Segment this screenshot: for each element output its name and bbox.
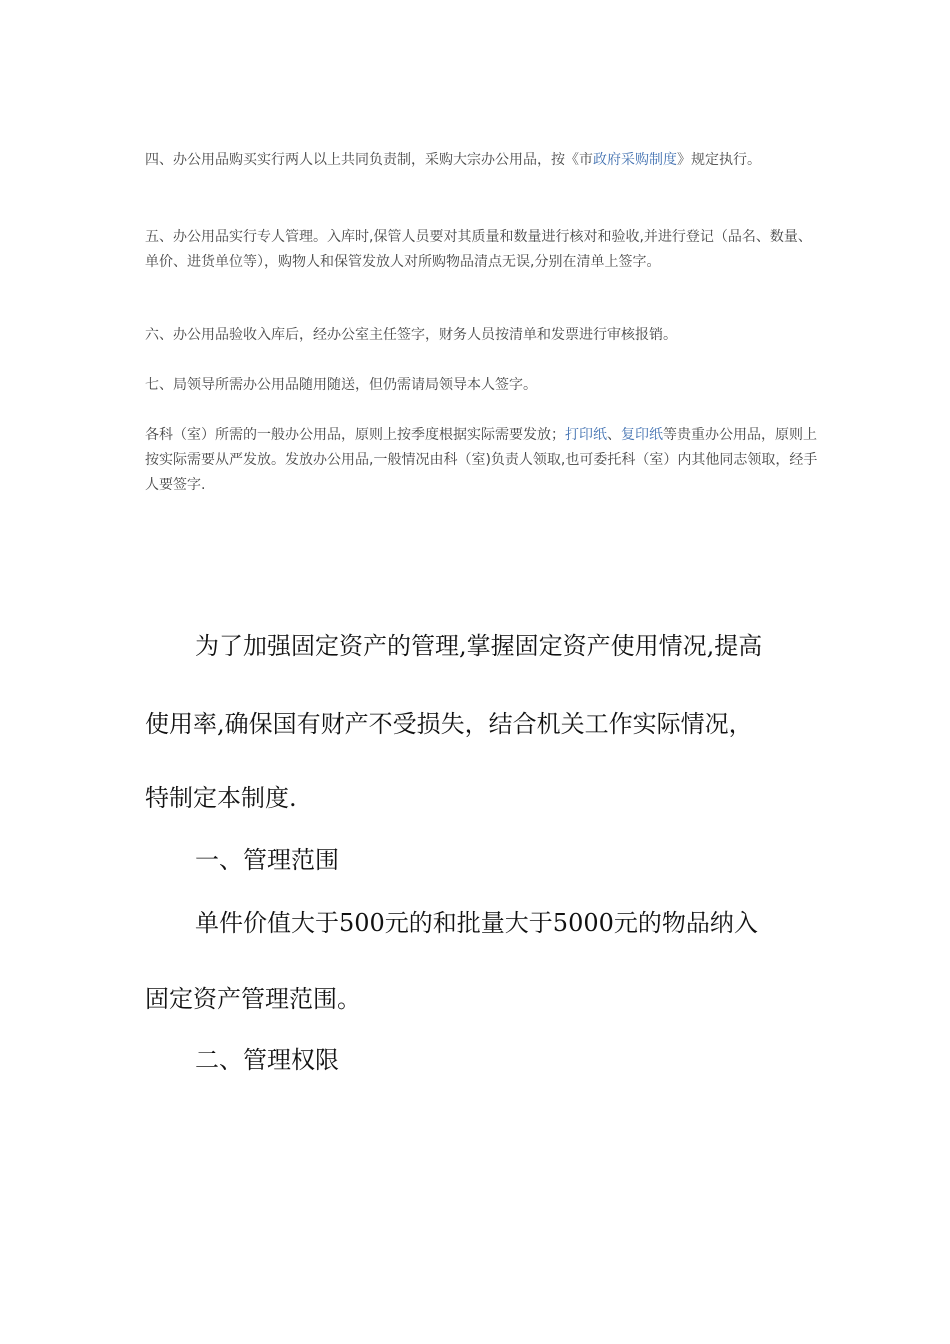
paragraph-5: 五、办公用品实行专人管理。入库时,保管人员要对其质量和数量进行核对和验收,并进行登记（品名、数量、单价、进货单位等），购物人和保管发放人对所购物品清点无误,分别在清单上签字。 [145, 229, 812, 270]
government-procurement-link[interactable]: 政府采购制度 [593, 152, 677, 168]
scope-line-1: 单件价值大于500元的和批量大于5000元的物品纳入 [195, 909, 758, 937]
paragraph-4-text-before: 四、办公用品购买实行两人以上共同负责制，采购大宗办公用品，按《市 [145, 152, 593, 168]
paragraph-8-text-before: 各科（室）所需的一般办公用品，原则上按季度根据实际需要发放； [145, 427, 565, 443]
scope-line-2: 固定资产管理范围。 [145, 985, 361, 1013]
heading-management-scope: 一、管理范围 [195, 846, 339, 874]
intro-line-1: 为了加强固定资产的管理,掌握固定资产使用情况,提高 [195, 632, 763, 660]
copy-paper-link[interactable]: 复印纸 [621, 427, 663, 443]
paragraph-8-separator: 、 [607, 427, 621, 443]
printing-paper-link[interactable]: 打印纸 [565, 427, 607, 443]
intro-line-2: 使用率,确保国有财产不受损失，结合机关工作实际情况， [145, 710, 753, 738]
intro-line-3: 特制定本制度. [145, 784, 297, 812]
paragraph-8 [145, 423, 821, 498]
paragraph-7: 七、局领导所需办公用品随用随送，但仍需请局领导本人签字。 [145, 377, 537, 393]
paragraph-6: 六、办公用品验收入库后，经办公室主任签字，财务人员按清单和发票进行审核报销。 [145, 327, 677, 343]
paragraph-4-text-after: 》规定执行。 [677, 152, 761, 168]
heading-management-authority: 二、管理权限 [195, 1046, 339, 1074]
paragraph-8-text-after: 等贵重办公用品，原则上按实际需要从严发放。发放办公用品,一般情况由科（室)负责人领取,也可委托科（室）内其他同志领取，经手人要签字. [145, 427, 818, 493]
paragraph-4 [145, 148, 821, 173]
